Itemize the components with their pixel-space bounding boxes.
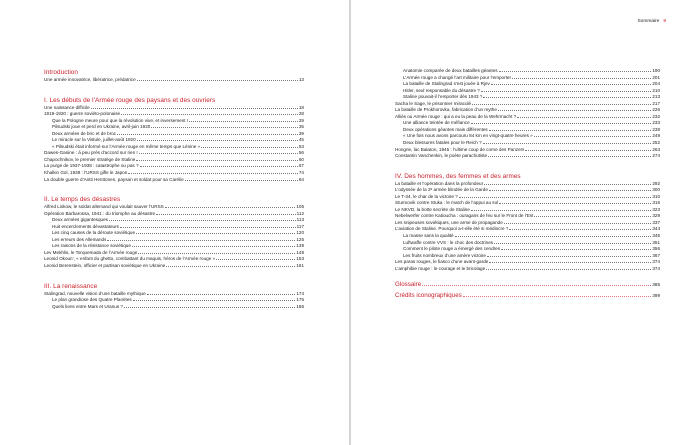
toc-entry-title: Crédits iconographiques — [395, 292, 462, 300]
dot-leader — [124, 307, 295, 308]
toc-entry-title: Stalingrad, nouvelle vision d’une bataille mythique — [44, 290, 146, 296]
dot-leader — [107, 240, 295, 241]
toc-entry-title: Alliés ou Armée rouge : qui a eu la peau de la Wehrmacht ? — [395, 113, 517, 119]
toc-entry-title: Deux opérations géantes mais différentes — [403, 126, 488, 132]
dot-leader — [459, 197, 652, 198]
toc-entry-title: Chapochnikov, le premier stratège de Staline — [44, 156, 136, 162]
toc-entry-page: 161 — [296, 263, 304, 269]
dot-leader — [422, 285, 651, 286]
toc-entry-page: 300 — [652, 187, 660, 193]
right-toc-column — [395, 68, 660, 300]
dot-leader — [489, 130, 652, 131]
dot-leader — [139, 153, 298, 154]
toc-entry-title: Alfred Liskow, le soldat allemand qui voulait sauver l’URSS — [44, 204, 164, 210]
dot-leader — [156, 214, 296, 215]
dot-leader — [120, 227, 296, 228]
dot-leader — [483, 143, 652, 144]
toc-entry-page: 45 — [298, 137, 304, 143]
toc-entry-page: 385 — [652, 282, 660, 288]
toc-entry-page: 35 — [298, 124, 304, 130]
toc-entry-page: 60 — [298, 156, 304, 162]
dot-leader — [534, 136, 652, 137]
toc-entry-title: Les paras rouges, le fiasco d’une avant-garde — [395, 259, 489, 265]
dot-leader — [165, 207, 296, 208]
toc-entry-page: 274 — [652, 153, 660, 159]
toc-entry-title: « Pilsudski était informé sur l’Armée rouge en même temps que Lénine » — [52, 143, 201, 149]
dot-leader — [117, 134, 298, 135]
toc-entry-title: Les cinq causes de la déroute soviétique — [52, 230, 135, 236]
toc-entry-page: 138 — [296, 243, 304, 249]
dot-leader — [484, 184, 651, 185]
dot-leader — [201, 147, 298, 148]
toc-entry-page: 125 — [296, 236, 304, 242]
toc-entry-page: 120 — [296, 230, 304, 236]
dot-leader — [109, 220, 296, 221]
toc-entry-title: Sturmovik contre Stuka : le match de l’appui au sol — [395, 200, 499, 206]
toc-entry-page: 210 — [652, 87, 660, 93]
toc-entry-title: La bataille et l’opération dans la profondeur — [395, 180, 484, 186]
dot-leader — [494, 243, 651, 244]
toc-entry-page: 217 — [652, 100, 660, 106]
toc-entry-page: 74 — [298, 170, 304, 176]
right-page — [351, 0, 700, 445]
toc-entry-page: 201 — [652, 74, 660, 80]
dot-leader — [471, 123, 652, 124]
toc-entry-title: Pilsudski joue et perd en Ukraine, avril-juin 1920 — [52, 124, 151, 130]
dot-leader — [166, 266, 295, 267]
toc-entry-page: 292 — [652, 180, 660, 186]
dot-leader — [132, 246, 295, 247]
toc-entry-page: 175 — [296, 297, 304, 303]
dot-leader — [472, 104, 651, 105]
toc-entry-title: Dawes-Ganine : à peu près d’accord sur rien ! — [44, 150, 138, 156]
dot-leader — [489, 190, 651, 191]
toc-entry-title: La bataille de Stalingrad s’est jouée à Rjev — [403, 81, 490, 87]
toc-entry-title: Les raisons de la résistance soviétique — [52, 243, 131, 249]
dot-leader — [525, 150, 651, 151]
toc-entry-page: 316 — [652, 200, 660, 206]
toc-entry-title: « Une fois nous avons parcouru 84 km en vingt-quatre heures » — [403, 133, 533, 139]
dot-leader — [137, 80, 298, 81]
toc-entry-page: 367 — [652, 252, 660, 258]
dot-leader — [534, 216, 651, 217]
dot-leader — [136, 160, 298, 161]
dot-leader — [189, 121, 298, 122]
toc-entry-page: 344 — [652, 226, 660, 232]
page-number: 9 — [663, 19, 666, 24]
toc-entry-page: 112 — [296, 210, 304, 216]
dot-leader — [486, 269, 651, 270]
toc-entry-page: 190 — [652, 68, 660, 73]
toc-entry-title: Quels liens entre Mars et Uranus ? — [52, 303, 123, 309]
toc-entry-page: 351 — [652, 239, 660, 245]
left-page — [0, 0, 349, 445]
toc-entry-title: Hongrie, lac Balaton, 1945 : l’ultime coup de corne des Panzers — [395, 146, 525, 152]
dot-leader — [138, 253, 295, 254]
toc-entry-title: La bataille de Prokhorovka, fabrication d’un mythe — [395, 107, 497, 113]
dot-leader — [121, 114, 298, 115]
toc-entry-page: 186 — [296, 303, 304, 309]
toc-entry-page: 232 — [652, 113, 660, 119]
toc-entry-title: Les snipeuses soviétiques, une arme de propagande — [395, 219, 503, 225]
toc-entry-title: Glossaire — [395, 281, 422, 289]
toc-list-part-4 — [395, 181, 660, 273]
toc-entry-title: Nebelwerfer contre Katioucha : ouragans de feu sur le Front de l’Est — [395, 213, 534, 219]
dot-leader — [128, 173, 298, 174]
toc-entry-page: 153 — [296, 256, 304, 262]
section-heading-part-3: III. La renaissance — [44, 282, 98, 290]
toc-entry-title: L’Armée rouge a changé l’art militaire pour l’emporter — [403, 74, 512, 80]
toc-entry-title: L’odyssée de la 2ᵉ armée blindée de la Garde — [395, 187, 488, 193]
dot-leader — [488, 156, 651, 157]
toc-entry-page: 356 — [652, 246, 660, 252]
section-heading-part-4: IV. Des hommes, des femmes et des armes — [395, 172, 521, 180]
toc-entry-title: Le T-34, le char de la victoire ? — [395, 193, 458, 199]
toc-entry-title: Constantin Vanchenkin, le poète parachutiste — [395, 153, 488, 159]
running-head-title: Sommaire — [637, 19, 660, 24]
toc-entry-page: 29 — [298, 117, 304, 123]
toc-entry-title: Le plan grandiose des Quatre Planètes — [52, 297, 132, 303]
toc-entry-page: 106 — [296, 204, 304, 210]
dot-leader — [512, 78, 651, 79]
dot-leader — [491, 84, 652, 85]
section-heading-part-2: II. Le temps des désastres — [44, 196, 121, 204]
toc-entry-title: Une armée innovatrice, libératrice, prédatrice — [44, 77, 136, 82]
toc-entry-title: Une alliance teintée de méfiance — [403, 120, 470, 126]
toc-entry-page: 238 — [652, 126, 660, 132]
dot-leader — [483, 97, 651, 98]
toc-entry-title: L’amphibie rouge : le courage et le bricolage — [395, 265, 486, 271]
toc-entry-title: Opération Barbarossa, 1941 : du triomphe au désastre — [44, 210, 156, 216]
toc-entry-page: 263 — [652, 146, 660, 152]
toc-entry-title: Leonid Berenstein, officier et partisan soviétique en Ukraine — [44, 263, 166, 269]
toc-entry-title: Lev Mekhlis, le Torquemada de l’Armée rouge — [44, 249, 138, 255]
toc-entry-page: 226 — [652, 107, 660, 113]
toc-entry-page: 249 — [652, 133, 660, 139]
toc-entry-title: Huit encerclements dévastateurs — [52, 223, 119, 229]
toc-entry-title: Anatomie comparée de deux batailles géantes — [403, 68, 498, 73]
toc-entry-page: 345 — [652, 233, 660, 239]
toc-entry-title: Hitler, seul responsable du désastre ? — [403, 87, 480, 93]
toc-list-part-1 — [44, 105, 304, 184]
toc-entry-page: 174 — [296, 290, 304, 296]
toc-entry-title: Leonid Okoun’, « enfant du ghetto, combattant du maquis, héros de l’Armée rouge » — [44, 256, 216, 262]
toc-entry-page: 18 — [298, 104, 304, 110]
toc-entry-page: 28 — [298, 111, 304, 117]
toc-entry-title: La double guerre d’Antti Henttonen, paysan et soldat pour sa Carélie — [44, 176, 184, 182]
dot-leader — [137, 140, 298, 141]
toc-entry-page: 53 — [298, 143, 304, 149]
toc-entry-title: Le NKVD, la botte secrète de Staline — [395, 206, 470, 212]
dot-leader — [151, 127, 298, 128]
dot-leader — [499, 71, 652, 72]
toc-entry-page: 39 — [298, 130, 304, 136]
toc-entry-page: 213 — [652, 94, 660, 100]
toc-entry-page: 252 — [652, 140, 660, 146]
dot-leader — [471, 210, 652, 211]
toc-entry-title: L’aviation de Staline. Pourquoi a-t-elle été si médiocre ? — [395, 226, 509, 232]
dot-leader — [509, 229, 651, 230]
toc-list-part-3 — [44, 291, 304, 311]
toc-entry-page: 233 — [652, 120, 660, 126]
toc-entry-page: 399 — [652, 293, 660, 299]
toc-entry-title: Deux armées gigantesques — [52, 217, 108, 223]
toc-entry-title: Les fruits nombreux d’une amère victoire — [403, 252, 486, 258]
toc-entry-title: Comment le pilote rouge a émergé des cendres — [403, 246, 501, 252]
dot-leader — [489, 262, 651, 263]
dot-leader — [487, 256, 651, 257]
dot-leader — [504, 223, 652, 224]
toc-entry-page: 310 — [652, 193, 660, 199]
dot-leader — [147, 294, 296, 295]
dot-leader — [498, 110, 651, 111]
toc-entry-title: Deux armées de bric et de broc — [52, 130, 117, 136]
toc-entry-title: Staline pouvait-il l’emporter dès 1943 ? — [403, 94, 483, 100]
toc-entry-title: Les erreurs des Allemands — [52, 236, 107, 242]
toc-list-part-3-continued — [395, 68, 660, 160]
toc-entry-title: Sacha le Sage, le prisonnier miraculé — [395, 100, 472, 106]
dot-leader — [463, 296, 652, 297]
dot-leader — [499, 203, 651, 204]
section-heading-part-1: I. Les débuts de l’Armée rouge des paysans et des ouvriers — [44, 96, 216, 104]
toc-entry — [44, 304, 304, 311]
toc-entry-title: 1919-1920 : guerre soviéto-polonaise — [44, 111, 121, 117]
toc-entry-page: 329 — [652, 213, 660, 219]
toc-entry-page: 374 — [652, 259, 660, 265]
toc-entry-glossaire — [395, 280, 660, 289]
dot-leader — [455, 236, 652, 237]
dot-leader — [136, 233, 295, 234]
toc-entry-page: 56 — [298, 150, 304, 156]
toc-entry-page: 117 — [296, 223, 304, 229]
toc-entry-credits — [395, 291, 660, 300]
toc-entry-title: Le miracle sur la Vistule, juillet-août 1920 — [52, 137, 136, 143]
toc-entry-title: La purge de 1937-1938 : catastrophe ou pas ? — [44, 163, 139, 169]
toc-entry-title: Deux blessures fatales pour le Reich ? — [403, 140, 482, 146]
dot-leader — [185, 180, 298, 181]
dot-leader — [216, 259, 295, 260]
dot-leader — [501, 249, 651, 250]
toc-entry-title: Une naissance difficile — [44, 104, 90, 110]
toc-entry-title: Que la Pologne meure pour que la révolution vive, et inversement ! — [52, 117, 189, 123]
section-heading-introduction: Introduction — [44, 69, 78, 76]
dot-leader — [481, 91, 651, 92]
dot-leader — [517, 117, 651, 118]
toc-entry-page: 337 — [652, 219, 660, 225]
toc-entry-page: 148 — [296, 249, 304, 255]
toc-entry-page: 84 — [298, 176, 304, 182]
left-toc-column — [44, 68, 304, 310]
dot-leader — [91, 108, 298, 109]
dot-leader — [140, 166, 298, 167]
toc-entry-page: 204 — [652, 81, 660, 87]
toc-entry-title: Khalkin Gol, 1939 : l’URSS gifle le Japon — [44, 170, 128, 176]
toc-entry-title: Luftwaffe contre VVS : le choc des doctrines — [403, 239, 494, 245]
dot-leader — [133, 300, 296, 301]
toc-entry-page: 67 — [298, 163, 304, 169]
toc-entry-title: La masse sans la qualité — [403, 233, 454, 239]
running-head — [637, 19, 666, 24]
toc-entry-page: 13 — [298, 77, 304, 82]
toc-entry-page: 323 — [652, 206, 660, 212]
toc-entry-page: 113 — [296, 217, 304, 223]
toc-list-part-2 — [44, 204, 304, 269]
toc-entry-page: 374 — [652, 265, 660, 271]
